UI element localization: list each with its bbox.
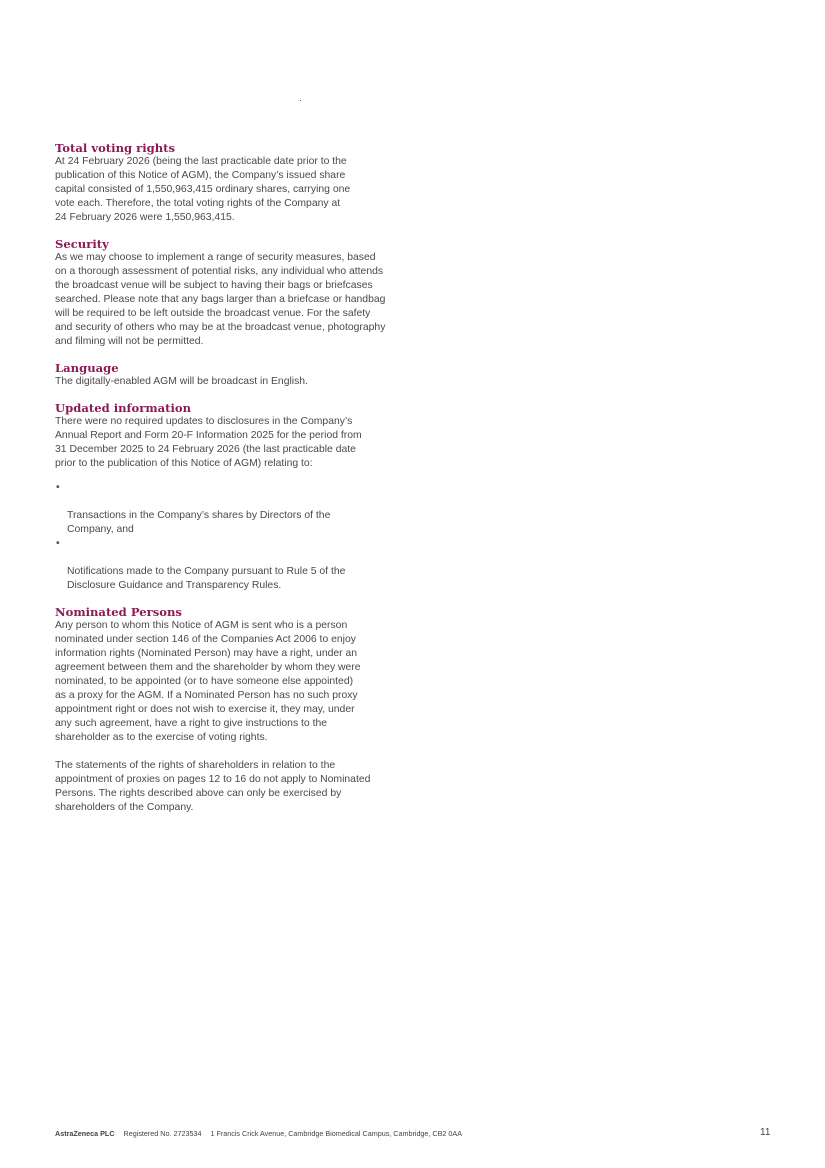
section-heading: Language [55,361,119,375]
list-item-text: Notifications made to the Company pursuant to Rule 5 of the Disclosure Guidance and Transparency Rules. [67,566,346,591]
section-language [55,360,415,389]
section-body: There were no required updates to disclosures in the Company’s Annual Report and Form 20-F Information 2025 for the period from 31 December 2025 to 24 February 2026 (the last practicable date prior to the publication of this Notice of AGM) relating to: [55,416,362,469]
section-updated-information [55,400,415,593]
section-security [55,236,415,349]
page-footer [55,1129,462,1138]
page-number: 11 [760,1127,771,1138]
list-item-text: Transactions in the Company’s shares by Directors of the Company, and [67,510,331,535]
footer-address: 1 Francis Crick Avenue, Cambridge Biomedical Campus, Cambridge, CB2 0AA [210,1129,462,1138]
section-body-continued: The statements of the rights of shareholders in relation to the appointment of proxies on pages 12 to 16 do not apply to Nominated Persons. The rights described above can only be exercised by shareholders of the Company. [55,760,371,813]
section-heading: Updated information [55,401,192,415]
section-body: At 24 February 2026 (being the last practicable date prior to the publication of this Notice of AGM), the Company’s issued share capital consisted of 1,550,963,415 ordinary shares, carrying one vote each. Therefore, the total voting rights of the Company at 24 February 2026 were 1,550,963,415. [55,156,351,223]
section-heading: Total voting rights [55,141,176,155]
section-total-voting-rights [55,140,415,225]
section-heading: Security [55,237,109,251]
section-nominated-persons [55,604,415,815]
bullet-icon: • [56,538,60,549]
section-body: Any person to whom this Notice of AGM is sent who is a person nominated under section 146 of the Companies Act 2006 to enjoy information rights (Nominated Person) may have a right, under an agreement between them and the shareholder by whom they were nominated, to be appointed (or to have someone else appointed) as a proxy for the AGM. If a Nominated Person has no such proxy appointment right or does not wish to exercise it, they may, under any such agreement, have a right to give instructions to the shareholder as to the exercise of voting rights. [55,620,361,743]
section-body: As we may choose to implement a range of security measures, based on a thorough assessment of potential risks, any individual who attends the broadcast venue will be subject to having their bags or briefcases searched. Please note that any bags larger than a briefcase or handbag will be required to be left outside the broadcast venue. For the safety and security of others who may be at the broadcast venue, photography and filming will not be permitted. [55,252,386,347]
bullet-list [55,481,415,593]
footer-registration: Registered No. 2723534 [123,1129,202,1138]
stray-dot [300,100,301,101]
section-heading: Nominated Persons [55,605,182,619]
list-item [55,481,415,537]
section-body: The digitally-enabled AGM will be broadcast in English. [55,376,308,387]
bullet-icon: • [56,482,60,493]
list-item [55,537,415,593]
main-content [55,140,415,826]
footer-company-name: AstraZeneca PLC [55,1129,115,1138]
